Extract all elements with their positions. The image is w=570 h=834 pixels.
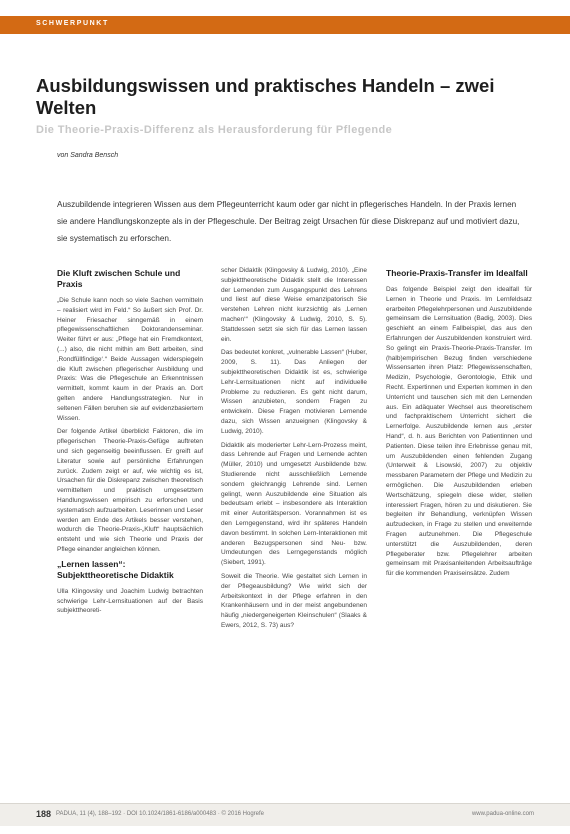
lead-paragraph: Auszubildende integrieren Wissen aus dem Pflegeunterricht kaum oder gar nicht in pflegerisches Handeln. In der Praxis lernen sie andere Handlungskonzepte als in der Pflegeschule. Der Beitrag zeigt Ursachen für diese Diskrepanz auf und motiviert dazu, sie systematisch zu erforschen.: [57, 200, 520, 243]
paragraph: „Die Schule kann noch so viele Sachen vermitteln – realisiert wird im Feld.“ So äußert sich Prof. Dr. Heiner Friesacher sinngemäß in einem pflegewissenschaftlichen Doktorandenseminar. Weiter führt er aus: „Pflege hat ein Fremdkontext, (...) also, die nicht mithin am Bett arbeiten, sind ‚Rondfüllfindige‘.“ Beide Aussagen widerspiegeln die Kluft zwischen pflegerischer Ausbildung und Praxis: Was die Pflegeschule an Erkenntnissen vermittelt, kommt kaum in der Praxis an. Dort gelten andere Handlungsstrategien. Nur in seltenen Fällen beruhen sie auf evidenzbasiertem Wissen.: [57, 297, 203, 422]
section-heading: Die Kluft zwischen Schule und Praxis: [57, 268, 181, 289]
article-title: Ausbildungswissen und praktisches Handeln – zwei Welten: [36, 75, 495, 118]
column-left: [57, 266, 203, 620]
author-line: von Sandra Bensch: [57, 152, 119, 159]
journal-website: www.padua-online.com: [471, 811, 534, 817]
paragraph: scher Didaktik (Klingovsky & Ludwig, 2010). „Eine subjekttheoretische Didaktik stellt die Interessen der Lernenden zum Ausgangspunkt des Lehrens und liest auf diese Weise emanzipatorisch Sie verstehen Lehren nicht kurzsichtig als ‚Lernen machen‘“ (Klingovsky & Ludwig, 2010, S. 5). Stattdessen setzt sie sich für das Lernen lassen ein.: [221, 267, 367, 343]
paragraph: Das bedeutet konkret, „vulnerable Lassen“ (Huber, 2009, S. 11). Das Anliegen der subjekttheoretischen Didaktik ist es, schwierige Lehr-Lernsituationen nicht auf individuelle Probleme zu reduzieren. Es geht nicht darum, Wissen anzubieten, sondern Fragen zu entwickeln. Diese Fragen motivieren Lernende dazu, sich Wissen anzueignen (Klingovsky & Ludwig, 2010).: [221, 349, 367, 435]
column-right: [386, 266, 532, 583]
section-label: SCHWERPUNKT: [36, 20, 109, 27]
section-heading: „Lernen lassen“: Subjekttheoretische Didaktik: [57, 558, 174, 580]
page-footer: [0, 803, 570, 826]
article-subtitle: Die Theorie-Praxis-Differenz als Herausforderung für Pflegende: [36, 124, 393, 136]
paragraph: Der folgende Artikel überblickt Faktoren, die im pflegerischen Theorie-Praxis-Gefüge auftreten und sich gegenseitig beeinflussen. Er greift auf Literatur sowie auf persönliche Erfahrungen zurück. Zudem zeigt er auf, wie wichtig es ist, Ursachen für die Diskrepanz zwischen theoretisch vermitteltem und praktisch umgesetztem Handlungswissen empirisch zu erforschen und systematisch aufzuarbeiten. Leserinnen und Leser werden am Ende des Artikels besser verstehen, wodurch die Theorie-Praxis-„Kluft“ hauptsächlich entsteht und wie sich Theorie und Praxis der Pflege einander angleichen können.: [57, 428, 203, 553]
column-middle: [221, 266, 367, 635]
section-heading: Theorie-Praxis-Transfer im Idealfall: [386, 268, 528, 278]
section-header-bar: [0, 16, 570, 34]
paragraph: Das folgende Beispiel zeigt den idealfall für Lernen in Theorie und Praxis. Im Lernfeldsatz erarbeiten Pflegelehrpersonen und Auszubildende gemeinsam die Lernsituation (Badig, 2003). Dies geschieht an einem Fallbeispiel, das aus den Erfahrungen der Auszubildenden konstruiert wird. So gelingt ein Praxis-Theorie-Praxis-Transfer. Im (halb)empirischen Bezug finden verschiedene Wissensarten ihren Platz: Pflegewissenschaften, Medizin, Psychologie, Gerontologie, Ethik und Recht. Expertinnen und Experten kommen in den Unterricht und tauschen sich mit den Lernenden aus. Ein adäquater Wechsel aus theoretischem und fachpraktischem Unterricht sichert die Lernerfolge. Auszubildende lernen aus „erster Hand“, d. h. aus Berichten von Patientinnen und Patienten. Diese teilen ihre Erlebnisse genau mit, um Auszubildenden einen fehlenden Zugang (Unterweit & Lisowski, 2007) zu objektiv messbaren Parametern der Pflege und Medizin zu ermöglichen. Die Auszubildenden erleben Wertschätzung, spiegeln diese wider, stellen interessiert Fragen, hören zu und diskutieren. Sie begleiten ihr Behandlung, verknüpfen Wissen aufzudecken, in Frage zu stellen und erweiternde Fragen aufzunehmen. Die Pflegeschule unterstützt die Auszubildenden, deren Pflegeberater bzw. Pflegelehrer arbeiten gemeinsam mit Praxisanleitenden Arbeitsaufträge für die kommenden Praxiseinsätze. Zudem: [386, 286, 532, 578]
journal-citation: PADUA, 11 (4), 188–192 · DOI 10.1024/1861-6186/a000483 · © 2016 Hogrefe: [56, 811, 265, 817]
paragraph: Soweit die Theorie. Wie gestaltet sich Lernen in der Pflegeausbildung? Wie wirkt sich der Arbeitskontext in der Pflege erfahren in den Krankenhäusern und in der meist angebundenen häufig „niedergeneigerten Kleinschulen“ (Slaaks & Ewers, 2012, S. 73) aus?: [221, 572, 367, 629]
paragraph: Didaktik als moderierter Lehr-Lern-Prozess meint, dass Lehrende auf Fragen und Lernende achten (Müller, 2010) und umgesetzt Ausbildende bzw. Studierende nicht ausschließlich Lernende sondern gleichrangig Lehrende sind. Lernen gelingt, wenn Auszubildende eine Situation als bedeutsam erlebt – insbesondere als Interaktion mit einer Autoritätsperson. Vorannahmen ist es den Lerngegenstand, wird ihr späteres Handeln davon bestimmt. In solchen Lern-Interaktionen mit anderen Bezugspersonen sind Neu- bzw. Umdeutungen des Lerngegenstands möglich (Siebert, 1991).: [221, 441, 367, 567]
page-number: 188: [36, 809, 52, 819]
paragraph: Ulla Klingovsky und Joachim Ludwig betrachten schwierige Lehr-Lernsituationen auf der Basis subjekttheoreti-: [57, 587, 203, 615]
